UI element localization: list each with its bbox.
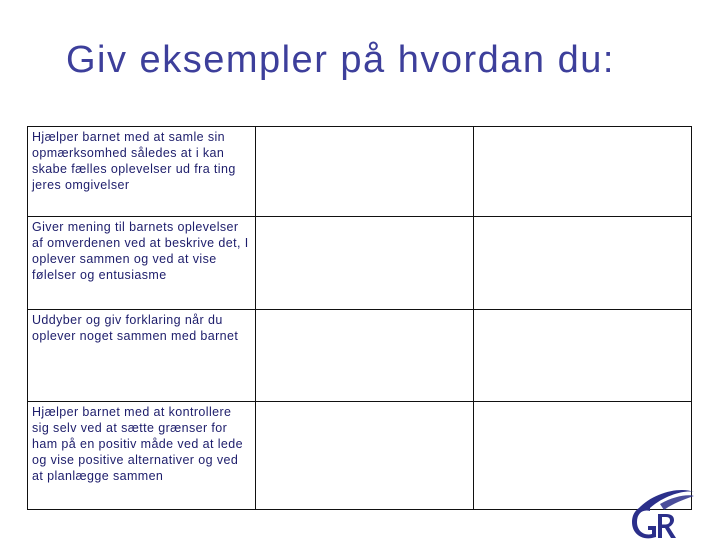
- answer-cell[interactable]: [474, 127, 692, 217]
- row-label-cell: [28, 310, 256, 402]
- row-label-cell: [28, 402, 256, 510]
- table-row: [28, 402, 692, 510]
- examples-table: [27, 126, 692, 510]
- row-label-cell: [28, 127, 256, 217]
- answer-cell[interactable]: [474, 310, 692, 402]
- row-label-cell: [28, 217, 256, 310]
- row-label: Hjælper barnet med at samle sin opmærksomhed således at i kan skabe fælles oplevelser ud fra ting jeres omgivelser: [32, 130, 236, 192]
- table-row: [28, 127, 692, 217]
- gr-logo-icon: [620, 484, 696, 542]
- answer-cell[interactable]: [256, 217, 474, 310]
- slide-title: Giv eksempler på hvordan du:: [66, 39, 615, 81]
- row-label: Hjælper barnet med at kontrollere sig selv ved at sætte grænser for ham på en positiv måde ved at lede og vise positive alternativer og ved at planlægge sammen: [32, 405, 243, 483]
- answer-cell[interactable]: [256, 310, 474, 402]
- table-row: [28, 310, 692, 402]
- answer-cell[interactable]: [256, 402, 474, 510]
- answer-cell[interactable]: [256, 127, 474, 217]
- row-label: Uddyber og giv forklaring når du oplever noget sammen med barnet: [32, 313, 239, 343]
- table-row: [28, 217, 692, 310]
- row-label: Giver mening til barnets oplevelser af omverdenen ved at beskrive det, I oplever sammen og ved at vise følelser og entusiasme: [32, 220, 249, 282]
- answer-cell[interactable]: [474, 217, 692, 310]
